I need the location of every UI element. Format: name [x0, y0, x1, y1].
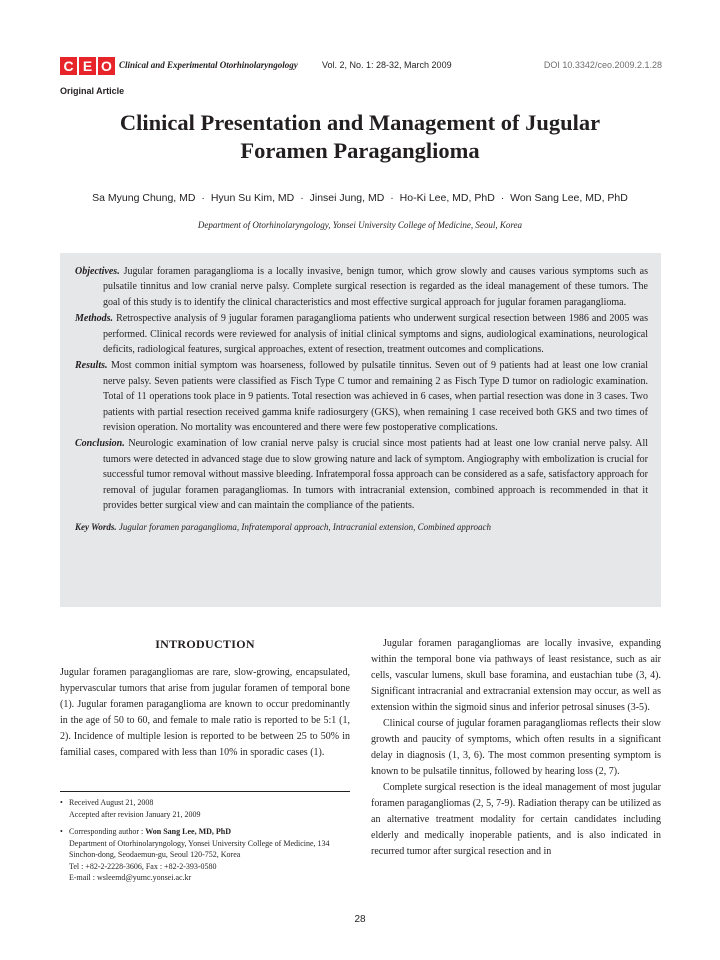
body-paragraph: Jugular foramen paragangliomas are rare, slow-growing, encapsulated, hypervascular tumors that arise from jugular foramen of temporal bone (1). Jugular foramen paraganglioma are known to occur predominantly in the age of 50 to 60, and female to male ratio is reported to be 5:1 (1, 2). Incidence of multiple lesion is reported to be between 25 to 50% in familial cases, compared with less than 10% in sporadic cases (1). [60, 667, 350, 758]
results-label: Results. [75, 360, 108, 372]
corresponding-email: E-mail : wsleemd@yumc.yonsei.ac.kr [69, 873, 192, 882]
keywords [75, 520, 648, 535]
page-number: 28 [354, 914, 366, 925]
results-text: Most common initial symptom was hoarseness, followed by pulsatile tinnitus. Seven out of 9 patients had at least one low cranial nerve palsy. Seven patients were classified as Fisch Type C tumor and remaining 2 as Fisch Type D tumor on radiologic examination. Total of 11 operations took place in 9 patients. Total resection was achieved in 6 cases, when partial resection was done in 3 cases. Two patients with partial resection received gamma knife radiosurgery (GKS), when remaining 1 case received both GKS and two times of revision operation. No mortality was encountered and there were few postoperative complications. [103, 360, 648, 434]
author: Jinsei Jung, MD [309, 192, 385, 204]
title-line-2: Foramen Paraganglioma [240, 138, 480, 163]
doi: DOI 10.3342/ceo.2009.2.1.28 [543, 60, 662, 70]
author-separator: · [201, 192, 205, 204]
body-paragraph: Clinical course of jugular foramen paragangliomas reflects their slow growth and paucity of symptoms, which often results in a significant delay in diagnosis (1, 3, 6). The most common presenting symptom is known to be pulsatile tinnitus, followed by hearing loss (2, 7). [371, 718, 661, 777]
journal-header [60, 57, 662, 75]
author-separator: · [390, 192, 394, 204]
ceo-logo [60, 57, 115, 75]
footnotes [60, 797, 350, 890]
journal-name: Clinical and Experimental Otorhinolaryngology [119, 60, 298, 70]
objectives-label: Objectives. [75, 266, 120, 277]
abstract-methods [75, 311, 648, 357]
logo-letter-e: E [79, 57, 96, 75]
objectives-text: Jugular foramen paraganglioma is a locally invasive, benign tumor, which grow slowly and causes various symptoms such as pulsatile tinnitus and low cranial nerve palsy. Complete surgical resection is regarded as the ideal management of these tumors. The goal of this study is to identify the clinical characteristics and most effective surgical approach for jugular foramen paraganglioma. [103, 266, 649, 308]
abstract-box [60, 253, 661, 607]
received-date: Received August 21, 2008 [69, 798, 154, 807]
keywords-label: Key Words. [75, 521, 117, 532]
right-column [371, 636, 661, 860]
body-paragraph: Jugular foramen paragangliomas are locally invasive, expanding within the temporal bone via pathways of least resistance, such as air cells, vascular lumens, skull base foramina, and eustachian tube (3, 4). Significant intracranial and extracranial extension may occur, as well as extension within the sigmoid sinus and inferior petrosal sinuses (3-5). [371, 638, 661, 713]
author: Hyun Su Kim, MD [210, 192, 295, 204]
author: Sa Myung Chung, MD [92, 192, 196, 204]
body-paragraph: Complete surgical resection is the ideal management of most jugular foramen paragangliomas (2, 5, 7-9). Radiation therapy can be utilized as an alternative treatment modality for certain candidates including elderly and medically inoperable patients, and is also indicated in recurred tumor after surgical resection and in [371, 782, 661, 857]
conclusion-text: Neurologic examination of low cranial nerve palsy is crucial since most patients had at least one low cranial nerve palsy. All tumors were detected in advanced stage due to slow growing nature and lack of symptom. Angiography with embolization is crucial for successful tumor removal without massive bleeding. Infratemporal fossa approach can be considered as a safe, satisfactory approach for removal of jugular foramen paragangliomas. In tumors with intracranial extension, combined approach is recommended in that it provides better surgical view and can maintain the compliance of the patients. [103, 438, 649, 512]
corresponding-note [60, 826, 350, 884]
volume-info: Vol. 2, No. 1: 28-32, March 2009 [322, 60, 452, 70]
article-type: Original Article [60, 86, 125, 96]
received-note [60, 797, 350, 820]
logo-letter-c: C [60, 57, 77, 75]
article-title [60, 109, 660, 165]
affiliation: Department of Otorhinolaryngology, Yonsei University College of Medicine, Seoul, Korea [197, 220, 523, 230]
conclusion-label: Conclusion. [75, 438, 125, 450]
introduction-heading: INTRODUCTION [155, 637, 255, 651]
corresponding-name: Won Sang Lee, MD, PhD [145, 827, 232, 836]
accepted-date: Accepted after revision January 21, 2009 [69, 809, 201, 819]
logo-letter-o: O [98, 57, 115, 75]
left-column [60, 636, 350, 761]
corresponding-phone: Tel : +82-2-2228-3606, Fax : +82-2-393-0580 [69, 861, 217, 871]
footnote-rule [60, 791, 350, 792]
methods-label: Methods. [75, 313, 114, 325]
author-list [60, 192, 660, 204]
title-line-1: Clinical Presentation and Management of Jugular [119, 110, 601, 135]
abstract-conclusion [75, 436, 648, 513]
bullet-icon: • [60, 798, 63, 807]
methods-text: Retrospective analysis of 9 jugular foramen paraganglioma patients who underwent surgical resection between 1986 and 2005 was performed. Clinical records were reviewed for analysis of initial clinical symptoms and signs, audiological examinations, neurological deficits, radiological features, surgical approaches, extent of resection, treatment outcomes and complications. [103, 313, 649, 356]
abstract-objectives [75, 264, 648, 310]
abstract-results [75, 358, 648, 435]
corresponding-department: Department of Otorhinolaryngology, Yonsei University College of Medicine, 134 Sinchon-dong, Seodaemun-gu, Seoul 120-752, Korea [69, 838, 330, 859]
author-separator: · [500, 192, 505, 204]
keywords-text: Jugular foramen paraganglioma, Infratemporal approach, Intracranial extension, Combined approach [118, 521, 491, 532]
author: Won Sang Lee, MD, PhD [510, 192, 628, 204]
corresponding-label: Corresponding author : [69, 827, 144, 836]
author-separator: · [300, 192, 304, 204]
author: Ho-Ki Lee, MD, PhD [399, 192, 495, 204]
bullet-icon: • [60, 827, 63, 836]
